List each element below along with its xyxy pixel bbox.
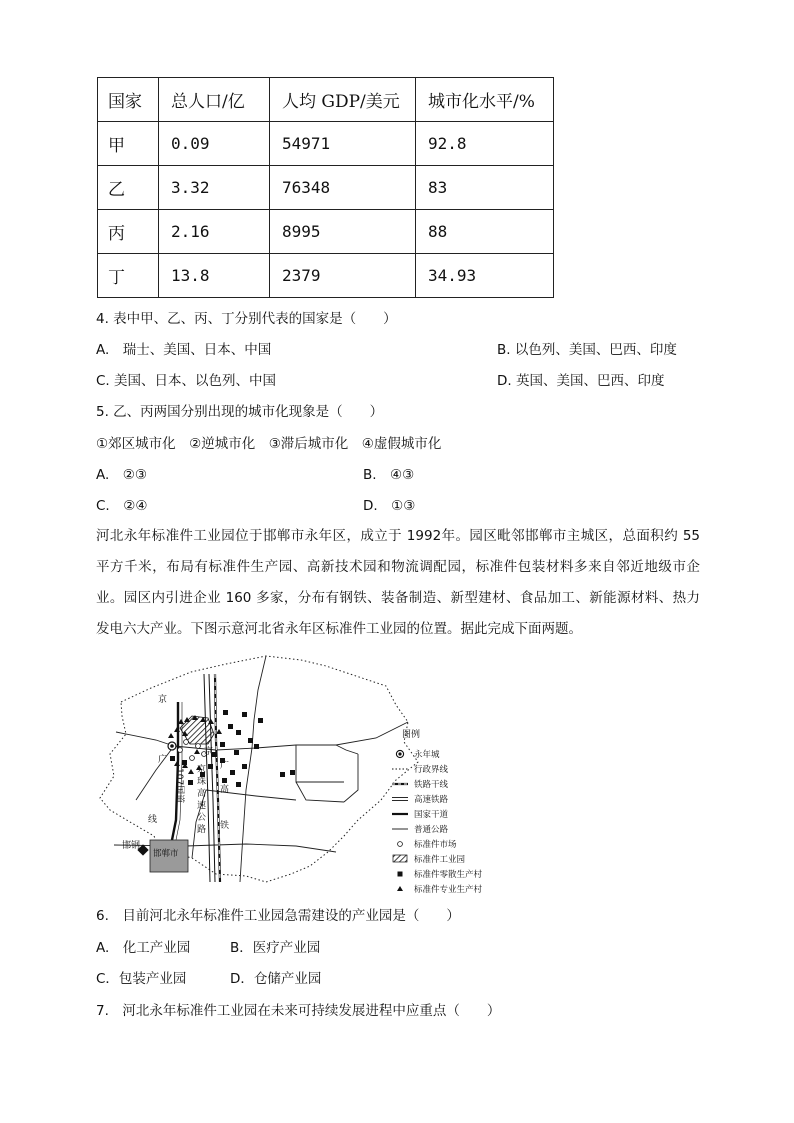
country-data-table xyxy=(97,77,554,298)
table-cell: 8995 xyxy=(270,210,416,254)
q6-option-d[interactable]: D．仓储产业园 xyxy=(230,971,322,987)
q4-option-b[interactable]: B. 以色列、美国、巴西、印度 xyxy=(497,342,677,358)
route-107-label: 107国道 xyxy=(174,768,184,804)
xian-label: 线 xyxy=(148,815,158,825)
legend-label: 铁路干线 xyxy=(414,780,449,790)
guang-label-left: 广 xyxy=(158,755,168,765)
table-header-cell: 人均 GDP/美元 xyxy=(270,78,416,122)
table-cell: 丁 xyxy=(98,254,159,298)
table-cell: 3.32 xyxy=(159,166,270,210)
table-cell: 76348 xyxy=(270,166,416,210)
table-cell: 83 xyxy=(416,166,554,210)
high-speed-rail-icon xyxy=(392,798,408,801)
square-icon xyxy=(398,872,403,877)
table-row xyxy=(98,166,554,210)
table-header-cell: 城市化水平/% xyxy=(416,78,554,122)
yongnian-location-map xyxy=(96,650,496,900)
handan-city-label: 邯郸市 xyxy=(153,849,179,859)
q5-option-a[interactable]: A. ②③ xyxy=(96,467,147,483)
map-legend xyxy=(392,728,483,895)
highway-label-char: 珠 xyxy=(197,777,207,787)
table-row xyxy=(98,122,554,166)
gao-label: 高 xyxy=(220,785,230,795)
table-cell: 88 xyxy=(416,210,554,254)
table-header-cell: 国家 xyxy=(98,78,159,122)
legend-label: 行政界线 xyxy=(414,765,449,775)
legend-label: 标准件工业园 xyxy=(414,855,466,865)
triangle-icon xyxy=(397,886,403,891)
q6-option-b[interactable]: B．医疗产业园 xyxy=(230,940,321,956)
park-icon xyxy=(393,855,407,862)
jing-label-left: 京 xyxy=(158,695,168,705)
q5-option-b[interactable]: B. ④③ xyxy=(363,467,415,483)
passage-line: 业。园区内引进企业 160 多家，分布有钢铁、装备制造、新型建材、食品加工、新能源材料、热力 xyxy=(96,590,700,606)
highway-label-char: 速 xyxy=(197,801,207,811)
legend-label: 标准件专业生产村 xyxy=(414,885,483,895)
q5-option-d[interactable]: D. ①③ xyxy=(363,498,416,514)
table-header-row xyxy=(98,78,554,122)
table-cell: 丙 xyxy=(98,210,159,254)
passage-line: 发电六大产业。下图示意河北省永年区标准件工业园的位置。据此完成下面两题。 xyxy=(96,621,582,637)
q4-option-a[interactable]: A. 瑞士、美国、日本、中国 xyxy=(96,342,272,358)
highway-label-char: 京 xyxy=(197,765,207,775)
q5-stem: 5. 乙、丙两国分别出现的城市化现象是（ ） xyxy=(96,404,384,420)
q6-stem: 6. 目前河北永年标准件工业园急需建设的产业园是（ ） xyxy=(96,908,460,924)
legend-label: 高速铁路 xyxy=(414,795,449,805)
guang-label-right: 广 xyxy=(220,761,230,771)
table-cell: 0.09 xyxy=(159,122,270,166)
district-boundary xyxy=(100,656,421,882)
q5-choices: ①郊区城市化 ②逆城市化 ③滞后城市化 ④虚假城市化 xyxy=(96,436,442,452)
jingzhu-highway-edge xyxy=(209,674,215,882)
handan-steel-label: 邯钢 xyxy=(122,841,141,851)
table-row xyxy=(98,210,554,254)
legend-label: 标准件市场 xyxy=(414,840,457,850)
market-icon xyxy=(398,842,403,847)
table-cell: 2379 xyxy=(270,254,416,298)
table-header-cell: 总人口/亿 xyxy=(159,78,270,122)
legend-label: 国家干道 xyxy=(414,810,449,820)
passage-line: 河北永年标准件工业园位于邯郸市永年区，成立于 1992年。园区毗邻邯郸市主城区，总面积约 55 xyxy=(96,528,700,544)
table-cell: 2.16 xyxy=(159,210,270,254)
highway-label-char: 公 xyxy=(197,813,207,823)
q7-stem: 7. 河北永年标准件工业园在未来可持续发展进程中应重点（ ） xyxy=(96,1003,501,1019)
table-cell: 乙 xyxy=(98,166,159,210)
passage-line: 平方千米，布局有标准件生产园、高新技术园和物流调配园，标准件包装材料多来自邻近地级市企 xyxy=(96,559,700,575)
legend-label: 永年城 xyxy=(414,750,440,760)
legend-label: 普通公路 xyxy=(414,825,449,835)
q4-option-d[interactable]: D. 英国、美国、巴西、印度 xyxy=(497,373,665,389)
jing-label-right: 京 xyxy=(204,747,214,757)
q4-stem: 4. 表中甲、乙、丙、丁分别代表的国家是（ ） xyxy=(96,311,397,327)
passage xyxy=(96,521,700,645)
highway-label-char: 路 xyxy=(197,825,207,835)
table-cell: 54971 xyxy=(270,122,416,166)
table-cell: 13.8 xyxy=(159,254,270,298)
tie-label: 铁 xyxy=(220,821,230,831)
table-cell: 34.93 xyxy=(416,254,554,298)
highway-label-char: 高 xyxy=(197,789,207,799)
table-cell: 甲 xyxy=(98,122,159,166)
q6-option-c[interactable]: C．包装产业园 xyxy=(96,971,187,987)
highway-label xyxy=(197,763,206,835)
q4-option-c[interactable]: C. 美国、日本、以色列、中国 xyxy=(96,373,277,389)
q6-option-a[interactable]: A. 化工产业园 xyxy=(96,940,191,956)
q5-option-c[interactable]: C. ②④ xyxy=(96,498,148,514)
table-row xyxy=(98,254,554,298)
table-cell: 92.8 xyxy=(416,122,554,166)
legend-title: 图例 xyxy=(402,730,421,740)
legend-label: 标准件零散生产村 xyxy=(414,870,483,880)
